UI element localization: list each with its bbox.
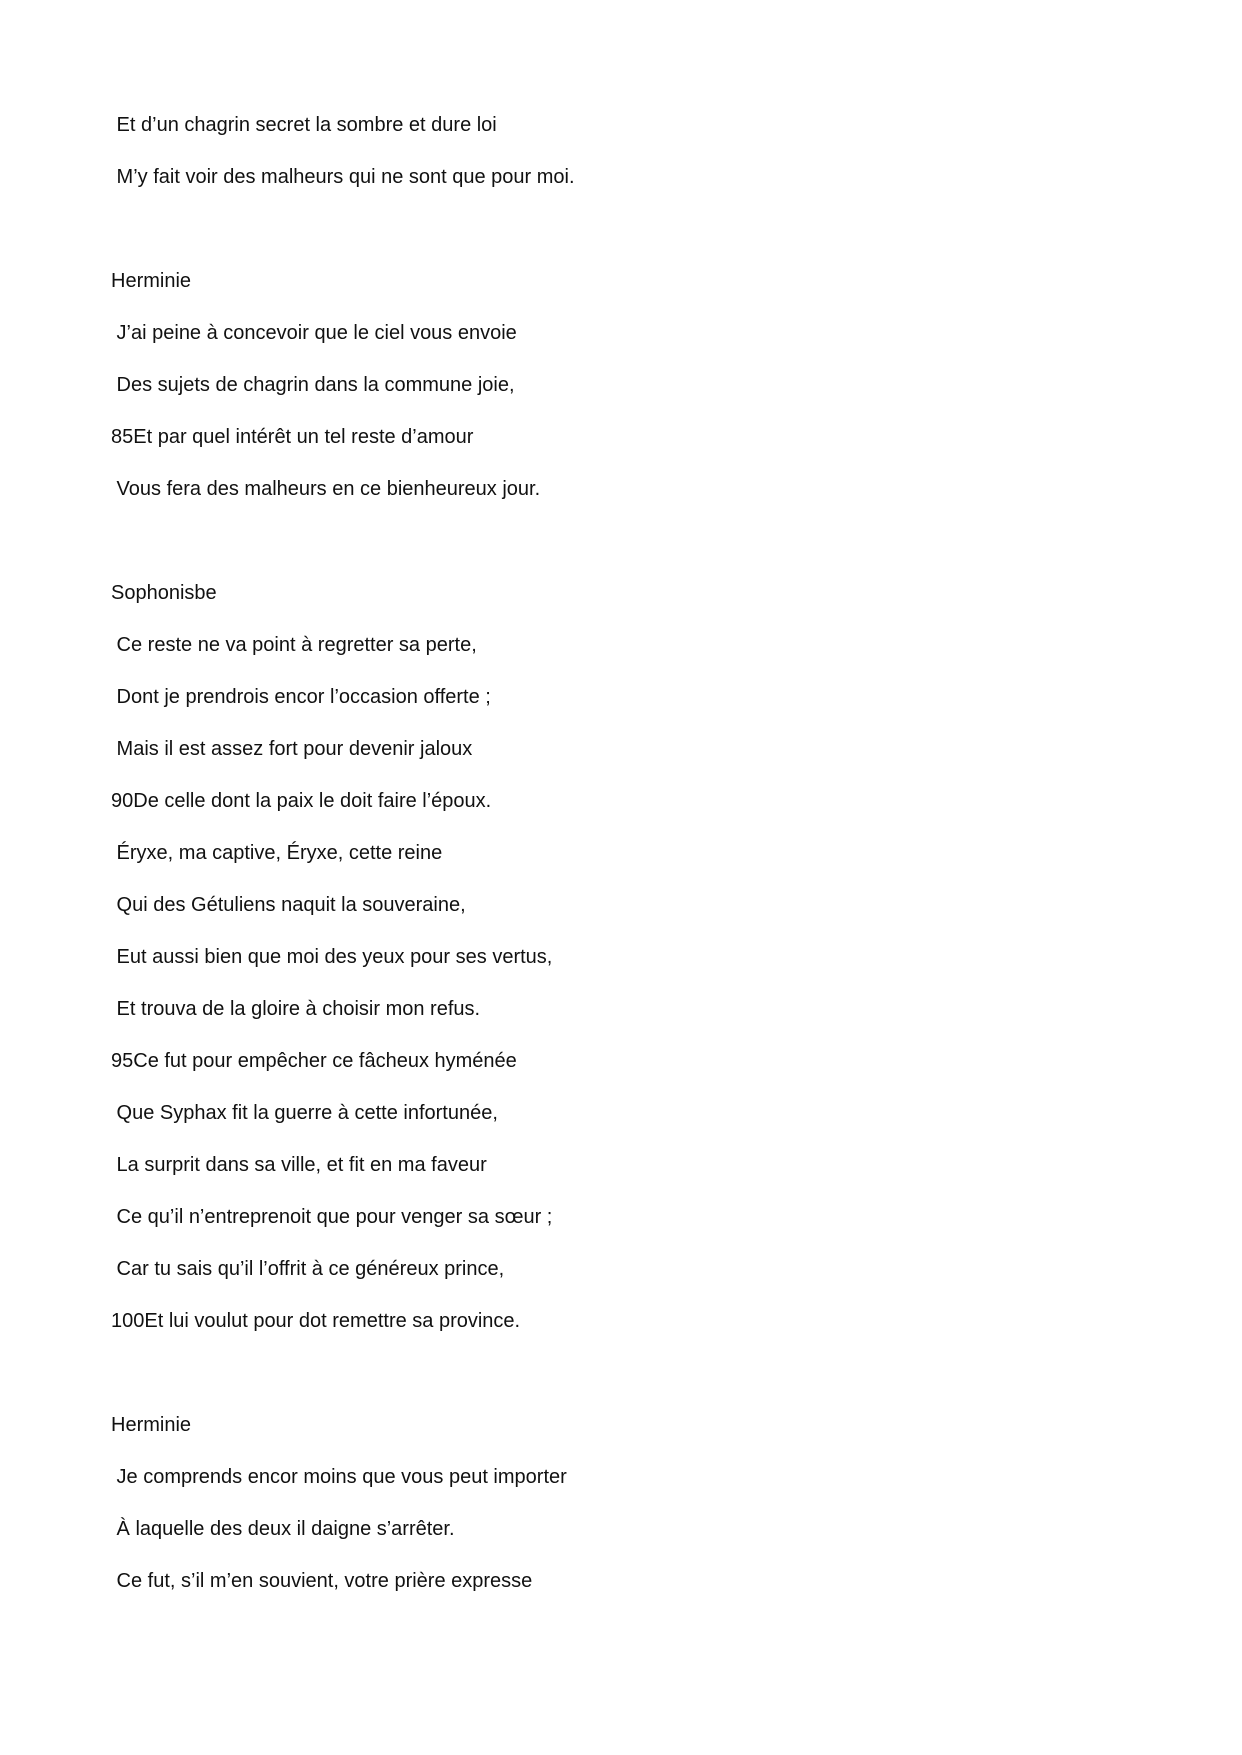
- verse-line: Ce reste ne va point à regretter sa perte,: [111, 634, 477, 656]
- verse-line: Je comprends encor moins que vous peut importer: [111, 1466, 567, 1488]
- verse-line: 95Ce fut pour empêcher ce fâcheux hyménée: [111, 1050, 517, 1072]
- verse-line: Ce fut, s’il m’en souvient, votre prière expresse: [111, 1570, 533, 1592]
- verse-line: Éryxe, ma captive, Éryxe, cette reine: [111, 842, 443, 864]
- verse-line: Que Syphax fit la guerre à cette infortunée,: [111, 1102, 498, 1124]
- speaker-name: Sophonisbe: [111, 582, 217, 604]
- verse-line: Vous fera des malheurs en ce bienheureux jour.: [111, 478, 541, 500]
- verse-line: J’ai peine à concevoir que le ciel vous envoie: [111, 322, 517, 344]
- verse-line: 100Et lui voulut pour dot remettre sa province.: [111, 1310, 521, 1332]
- verse-line: Dont je prendrois encor l’occasion offerte ;: [111, 686, 491, 708]
- verse-line: Qui des Gétuliens naquit la souveraine,: [111, 894, 466, 916]
- verse-line: Mais il est assez fort pour devenir jaloux: [111, 738, 473, 760]
- speaker-name: Herminie: [111, 270, 192, 292]
- verse-line: Et d’un chagrin secret la sombre et dure loi: [111, 114, 497, 136]
- verse-line: M’y fait voir des malheurs qui ne sont que pour moi.: [111, 166, 575, 188]
- verse-line: La surprit dans sa ville, et fit en ma faveur: [111, 1154, 487, 1176]
- verse-line: Car tu sais qu’il l’offrit à ce généreux prince,: [111, 1258, 505, 1280]
- verse-line: 90De celle dont la paix le doit faire l’époux.: [111, 790, 492, 812]
- verse-line: Et trouva de la gloire à choisir mon refus.: [111, 998, 481, 1020]
- verse-line: Ce qu’il n’entreprenoit que pour venger sa sœur ;: [111, 1206, 553, 1228]
- verse-line: À laquelle des deux il daigne s’arrêter.: [111, 1518, 455, 1540]
- verse-line: 85Et par quel intérêt un tel reste d’amour: [111, 426, 474, 448]
- verse-line: Des sujets de chagrin dans la commune joie,: [111, 374, 515, 396]
- speaker-name: Herminie: [111, 1414, 192, 1436]
- verse-line: Eut aussi bien que moi des yeux pour ses vertus,: [111, 946, 553, 968]
